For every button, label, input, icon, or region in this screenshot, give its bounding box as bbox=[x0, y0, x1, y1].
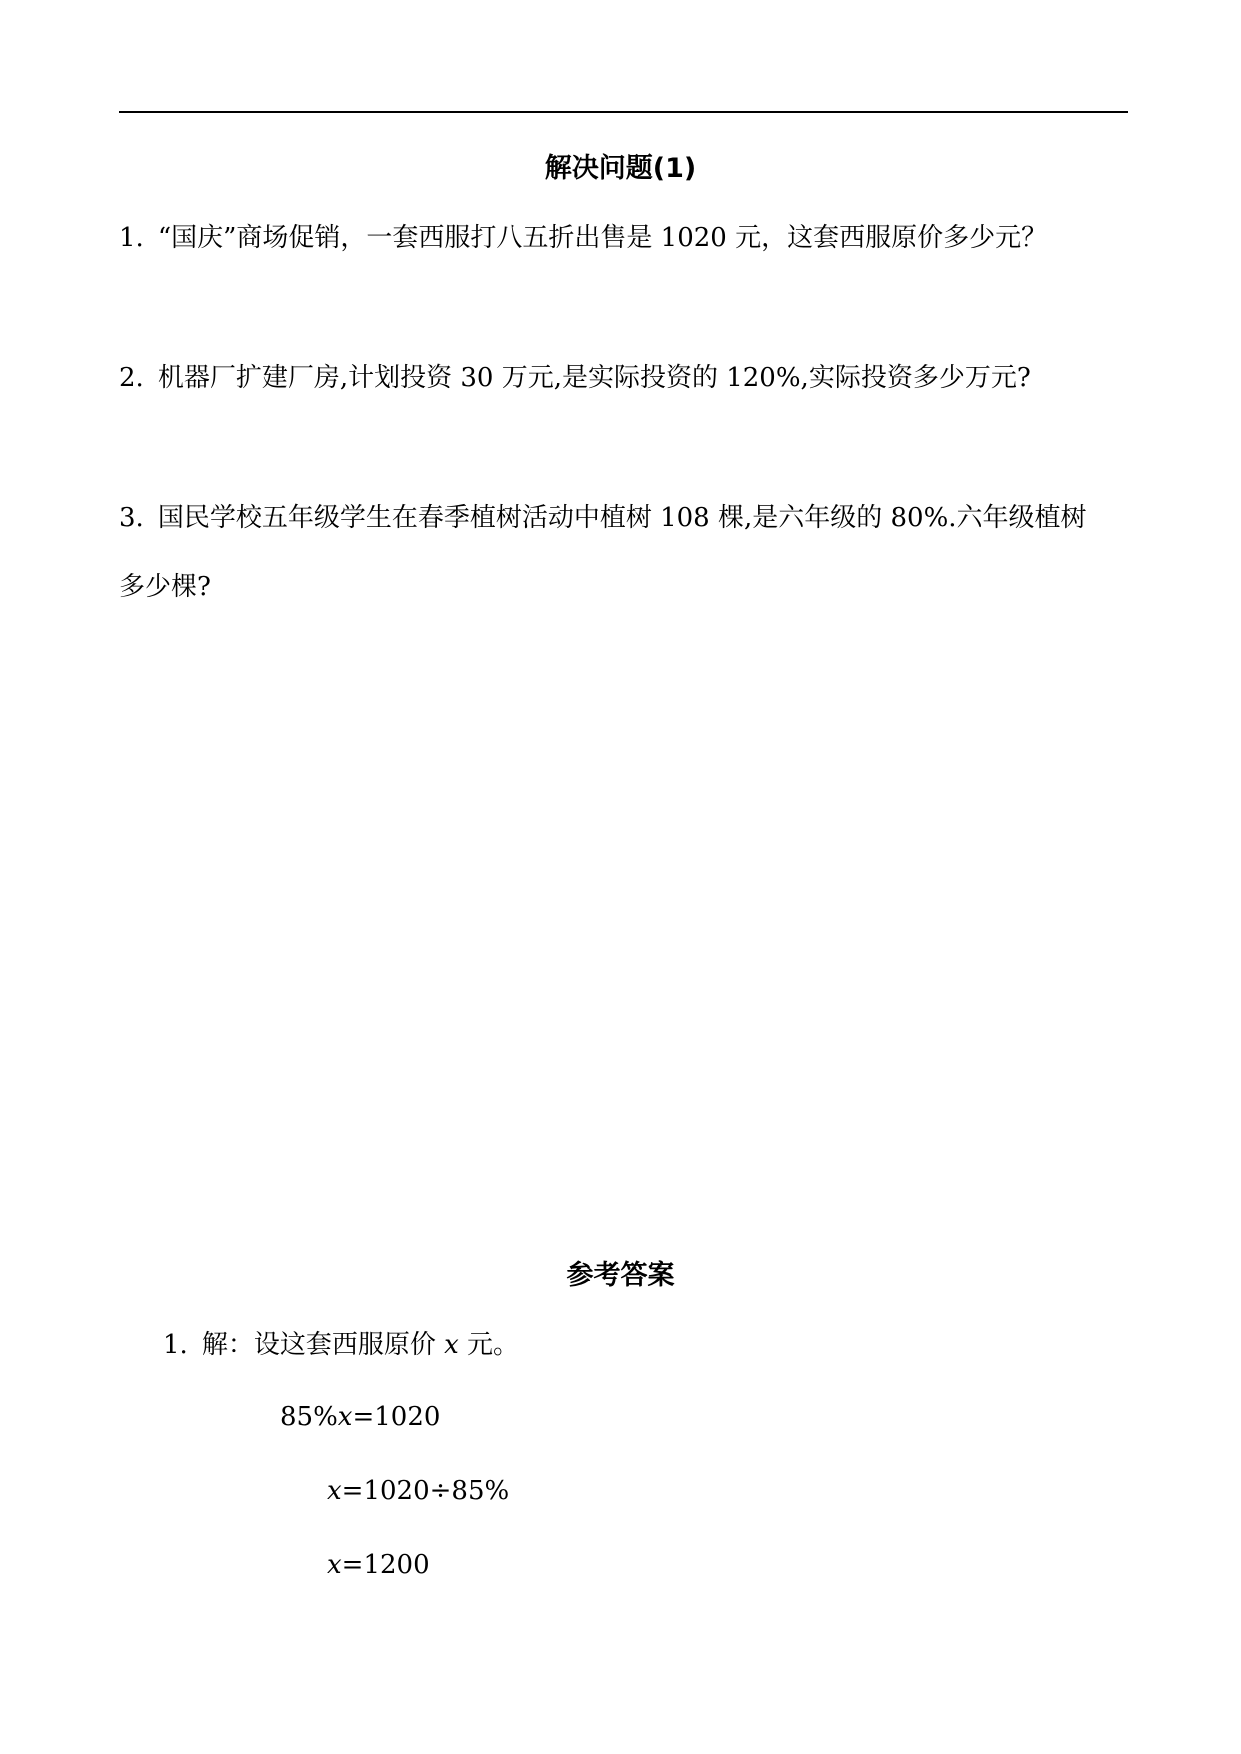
answer-intro-text-end: 元。 bbox=[458, 1330, 520, 1360]
question-text: “国庆”商场促销，一套西服打八五折出售是 1020 元，这套西服原价多少元？ bbox=[157, 223, 1048, 253]
question-number: 3. bbox=[119, 503, 144, 533]
equation-line-3 bbox=[327, 1548, 430, 1582]
equation-part: =1200 bbox=[341, 1550, 430, 1580]
question-text: 机器厂扩建厂房,计划投资 30 万元,是实际投资的 120%,实际投资多少万元? bbox=[157, 363, 1031, 393]
question-1 bbox=[119, 204, 1099, 273]
equation-line-1 bbox=[280, 1400, 440, 1434]
variable: x bbox=[444, 1330, 459, 1360]
equation-part: 85% bbox=[280, 1402, 338, 1432]
question-2 bbox=[119, 344, 1099, 413]
variable: x bbox=[327, 1476, 342, 1506]
question-3 bbox=[119, 484, 1099, 622]
question-number: 1. bbox=[119, 223, 144, 253]
equation-part: =1020 bbox=[352, 1402, 441, 1432]
variable: x bbox=[337, 1402, 353, 1432]
equation-part: =1020÷85% bbox=[341, 1476, 510, 1506]
answers-title: 参考答案 bbox=[566, 1260, 675, 1291]
header-rule bbox=[119, 111, 1128, 113]
variable: x bbox=[327, 1550, 342, 1580]
equation-line-2 bbox=[327, 1474, 509, 1508]
answer-number: 1. bbox=[163, 1330, 188, 1360]
question-text: 国民学校五年级学生在春季植树活动中植树 108 棵,是六年级的 80%.六年级植树多少棵? bbox=[119, 503, 1087, 602]
answer-1-intro bbox=[163, 1328, 519, 1362]
question-number: 2. bbox=[119, 363, 144, 393]
answer-intro-text: 解：设这套西服原价 bbox=[201, 1330, 445, 1360]
page-title: 解决问题(1) bbox=[544, 153, 697, 184]
